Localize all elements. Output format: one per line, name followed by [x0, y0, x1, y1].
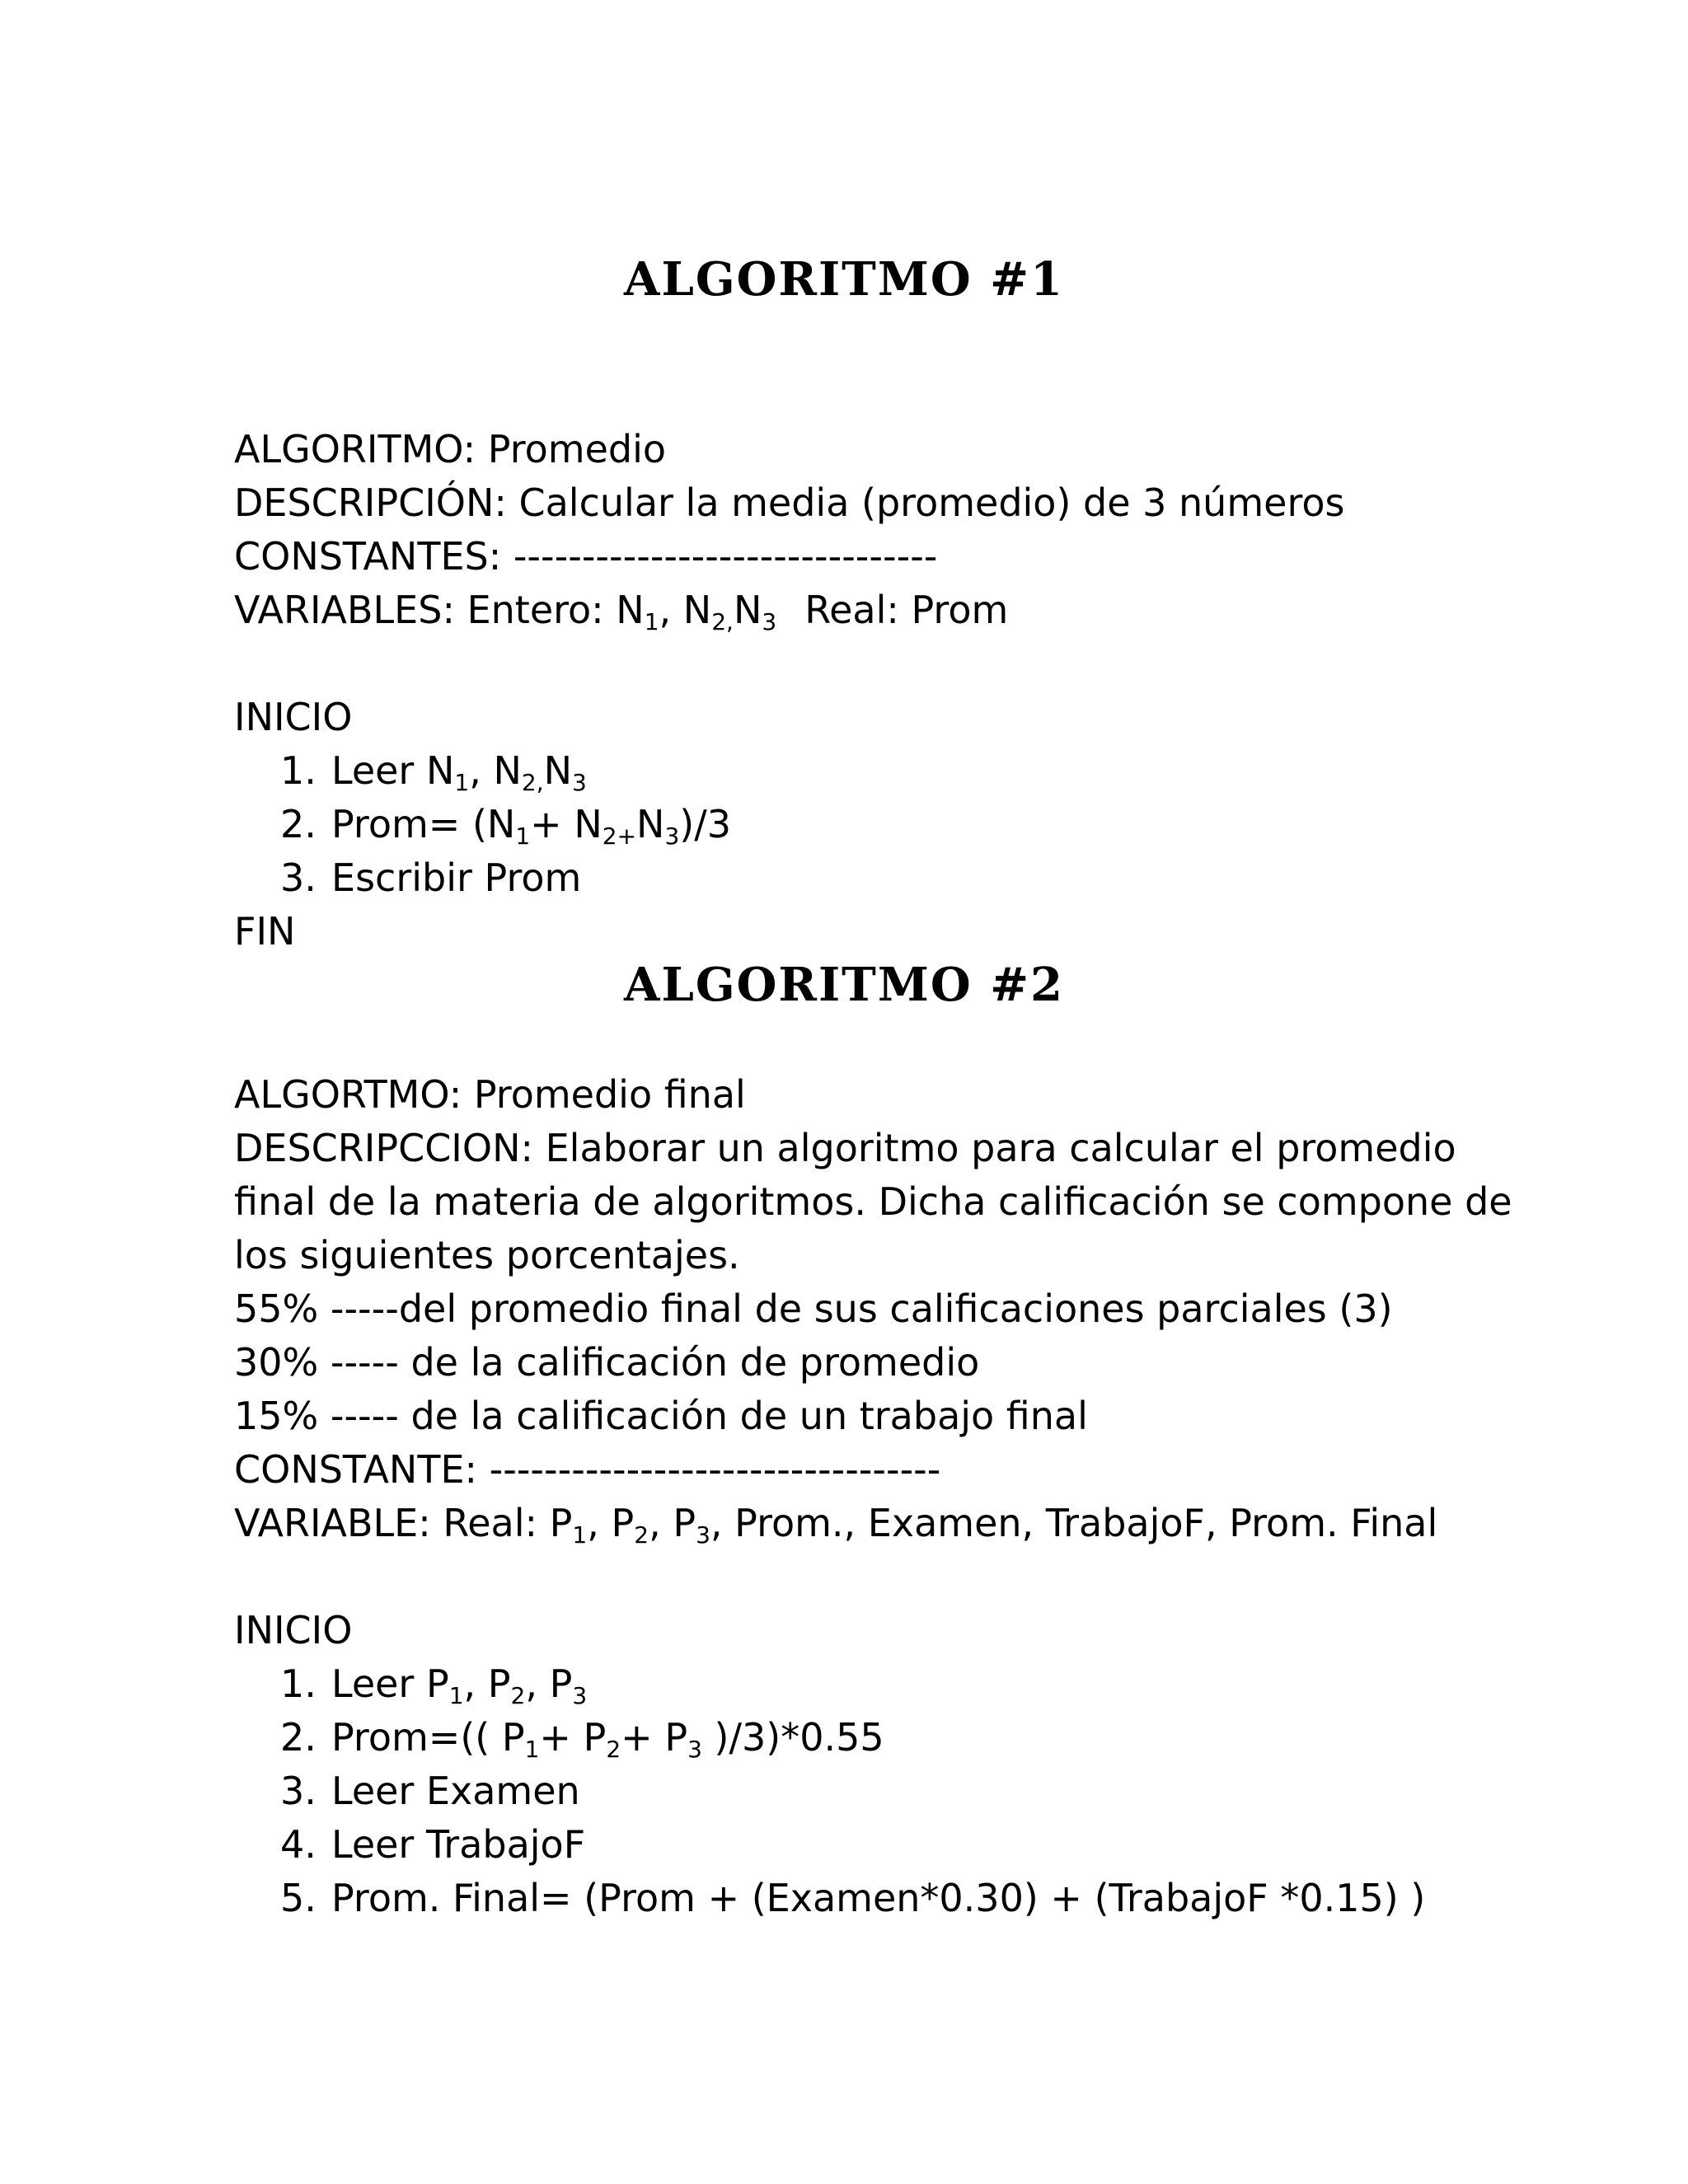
alg2-step-4: 4. Leer TrabajoF [280, 1822, 586, 1867]
alg1-step-1: 1. Leer $N_1$, $N_{2,}N_3$ [280, 748, 587, 796]
alg2-step-3: 3. Leer Examen [280, 1769, 580, 1813]
alg1-const-label: CONSTANTES: [234, 534, 513, 579]
alg1-name-label: ALGORITMO: [234, 427, 488, 471]
alg1-vars-entero: Entero: [467, 588, 617, 632]
algorithm-2-heading: ALGORITMO #2 [624, 958, 1064, 1012]
alg1-name-value: Promedio [487, 427, 667, 471]
alg2-percentage-15: 15% ----- de la calificación de un trabajo final [234, 1394, 1088, 1438]
alg2-var-tail: , Prom., Examen, TrabajoF, Prom. Final [710, 1501, 1438, 1545]
alg1-description-line [234, 480, 1345, 525]
alg2-constant-line [234, 1447, 941, 1492]
var-n2: $N_{2,}$ [682, 588, 734, 635]
alg1-step-3: 3. Escribir Prom [280, 855, 582, 900]
var-n1: $N_1$ [616, 588, 659, 635]
alg2-description-line-2: final de la materia de algoritmos. Dicha calificación se compone de [234, 1179, 1512, 1224]
alg2-step-2: 2. Prom=(( $P_1+ P_2+ P_3$ )/3)*0.55 [280, 1715, 884, 1763]
alg2-description-line-1: DESCRIPCCION: Elaborar un algoritmo para calcular el promedio [234, 1126, 1456, 1170]
alg2-percentage-30: 30% ----- de la calificación de promedio [234, 1340, 980, 1385]
alg1-desc-value: Calcular la media (promedio) de 3 números [518, 480, 1345, 525]
alg1-start: INICIO [234, 695, 353, 739]
alg1-variables-line: VARIABLES: Entero: $N_1$, $N_{2,}N_3$ Real: Prom [234, 588, 1009, 635]
alg2-description-line-3: los siguientes porcentajes. [234, 1233, 740, 1277]
alg2-name-value: Promedio final [473, 1072, 746, 1117]
alg1-end: FIN [234, 909, 296, 954]
alg2-const-value: --------------------------------- [489, 1447, 941, 1492]
alg1-desc-label: DESCRIPCIÓN: [234, 480, 519, 525]
alg2-const-label: CONSTANTE: [234, 1447, 490, 1492]
alg2-percentage-55: 55% -----del promedio final de sus calificaciones parciales (3) [234, 1286, 1393, 1331]
alg2-start: INICIO [234, 1608, 353, 1652]
alg1-name-line [234, 427, 667, 471]
alg1-vars-label: VARIABLES: [234, 588, 467, 632]
alg2-variable-line: VARIABLE: Real: $P_1$, $P_2$, $P_3$, Prom., Examen, TrabajoF, Prom. Final [234, 1501, 1438, 1549]
alg1-step-2: 2. Prom= $(N_1+ N_{2+}N_3)/3$ [280, 802, 732, 850]
alg1-const-value: ------------------------------- [513, 534, 938, 579]
alg2-step-1: 1. Leer $P_1$, $P_2$, $P_3$ [280, 1661, 588, 1709]
alg2-var-label: VARIABLE: Real: [234, 1501, 550, 1545]
alg2-name-label: ALGORTMO: [234, 1072, 474, 1117]
alg1-vars-real: Real: Prom [804, 588, 1009, 632]
alg1-constants-line [234, 534, 938, 579]
algorithm-1-heading: ALGORITMO #1 [624, 252, 1064, 307]
alg2-step-5: 5. Prom. Final= (Prom + (Examen*0.30) + (TrabajoF *0.15) ) [280, 1876, 1426, 1920]
alg2-name-line [234, 1072, 746, 1117]
var-n3: $N_3$ [733, 588, 777, 635]
